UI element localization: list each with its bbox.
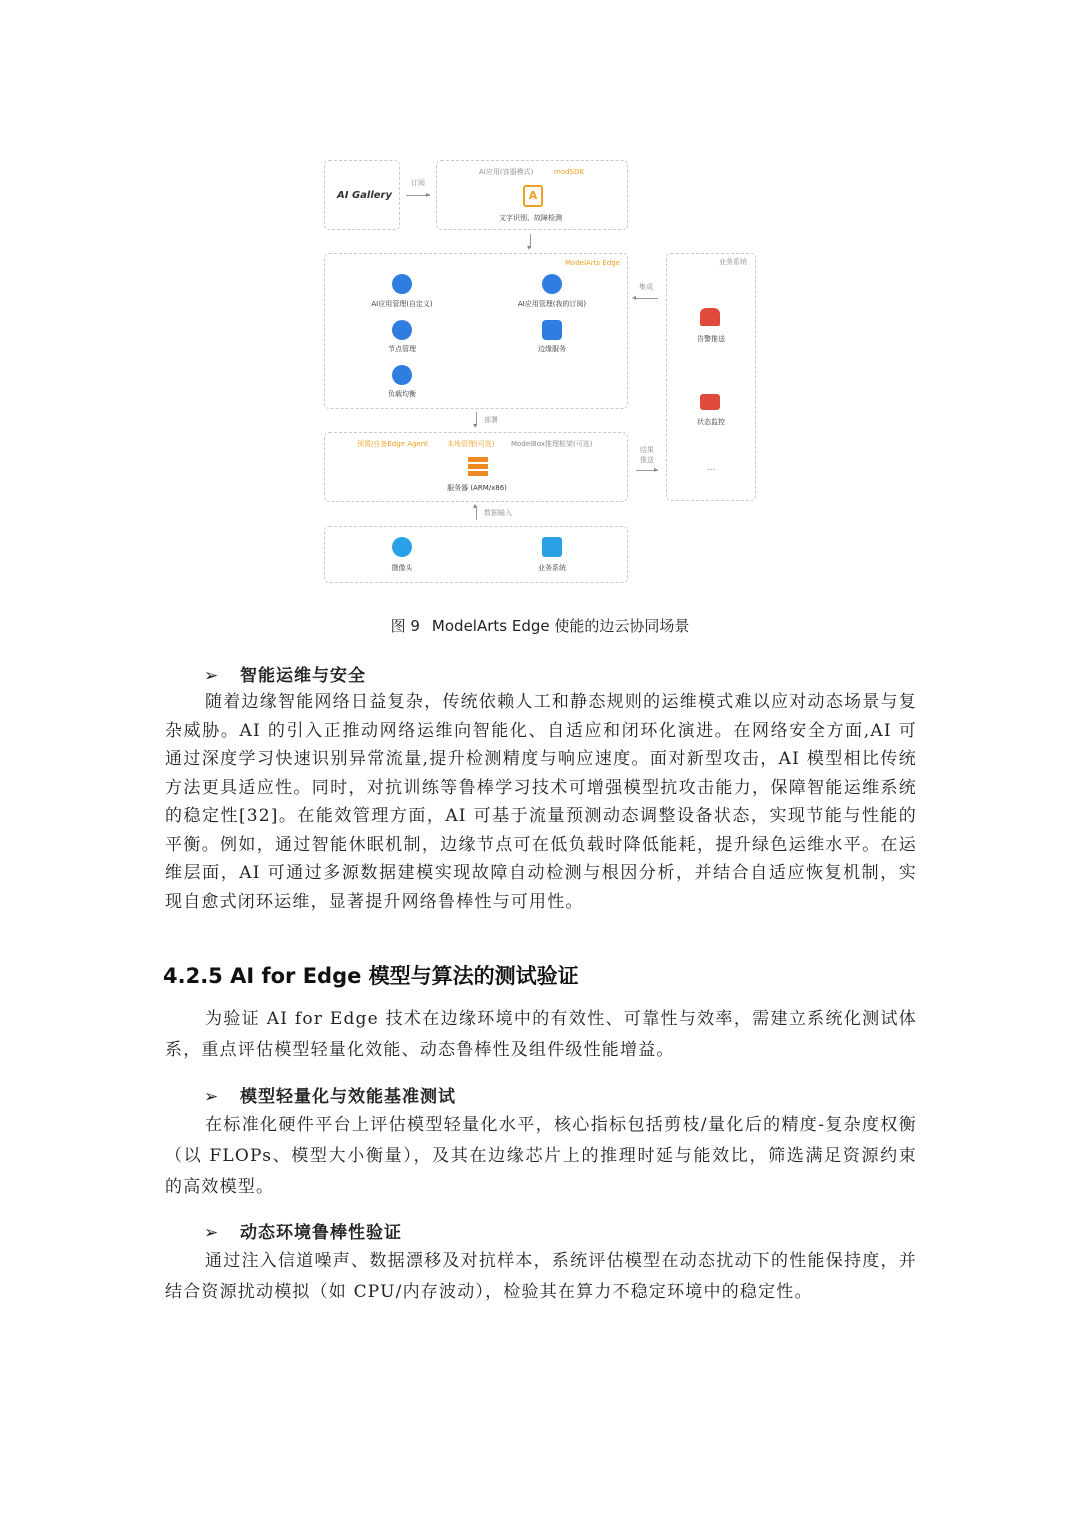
camera-label: 摄像头 [391, 564, 413, 572]
modelarts-edge-box [324, 253, 628, 409]
monitor-label: 状态监控 [697, 418, 725, 426]
more-label: ... [706, 463, 716, 473]
subscribed-app-label: AI应用管理(我的订阅) [517, 300, 587, 308]
custom-app-label: AI应用管理(自定义) [371, 300, 433, 308]
camera-icon [392, 537, 412, 557]
heading-text: 智能运维与安全 [240, 666, 366, 686]
deploy-label: 部署 [484, 416, 498, 424]
ai-app-icon: A [523, 185, 543, 207]
business-input-icon [542, 537, 562, 557]
heading-text: 动态环境鲁棒性验证 [240, 1223, 402, 1243]
figure-caption [0, 615, 1080, 636]
monitor-icon [700, 394, 720, 410]
data-input-label: 数据输入 [484, 509, 512, 517]
paragraph-robustness: 通过注入信道噪声、数据漂移及对抗样本，系统评估模型在动态扰动下的性能保持度，并结合资源扰动模拟（如 CPU/内存波动），检验其在算力不稳定环境中的稳定性。 [165, 1251, 917, 1302]
input-box [324, 526, 628, 583]
subscribed-app-icon [542, 274, 562, 294]
paragraph-lightweight: 在标准化硬件平台上评估模型轻量化水平，核心指标包括剪枝/量化后的精度-复杂度权衡（以 FLOPs、模型大小衡量），及其在边缘芯片上的推理时延与能效比，筛选满足资源约束的高效模型。 [165, 1115, 917, 1197]
server-label: 服务器 (ARM/x86) [447, 484, 507, 492]
result-push-label-1: 结果 [640, 446, 654, 454]
section-heading-ops-security [204, 661, 366, 686]
node-manage-label: 节点管理 [388, 345, 416, 353]
figure-label: 图 9 [390, 617, 420, 635]
ai-app-box [436, 160, 628, 230]
modsdk-label: modSDK [554, 168, 584, 176]
custom-app-icon [392, 274, 412, 294]
edge-service-label: 边缘服务 [538, 345, 566, 353]
paragraph-ops-security: 随着边缘智能网络日益复杂，传统依赖人工和静态规则的运维模式难以应对动态场景与复杂威胁。AI 的引入正推动网络运维向智能化、自适应和闭环化演进。在网络安全方面,AI 可通过深度学习快速识别异常流量,提升检测精度与响应速度。面对新型攻击，AI 模型相比传统方法更具适应性。同时，对抗训练等鲁棒学习技术可增强模型抗攻击能力，保障智能运维系统的稳定性[32]。在能效管理方面，AI 可基于流量预测动态调整设备状态，实现节能与性能的平衡。例如，通过智能休眠机制，边缘节点可在低负载时降低能耗，提升绿色运维水平。在运维层面，AI 可通过多源数据建模实现故障自动检测与根因分析，并结合自适应恢复机制，实现自愈式闭环运维，显著提升网络鲁棒性与可用性。 [165, 692, 917, 912]
bullet-arrow-icon: ➢ [204, 666, 220, 686]
bullet-arrow-icon: ➢ [204, 1087, 220, 1107]
business-system-box [666, 253, 756, 501]
section-heading-robustness [204, 1218, 402, 1243]
local-manage-tag: 本地管理(可选) [447, 440, 495, 448]
ai-app-title: AI应用(容器模式) [479, 168, 534, 176]
integrate-arrow [636, 298, 658, 299]
modelarts-edge-title: ModelArts Edge [565, 259, 620, 267]
figure-caption-text: ModelArts Edge 使能的边云协同场景 [431, 617, 690, 635]
section-title-4-2-5: 4.2.5 AI for Edge 模型与算法的测试验证 [163, 964, 579, 988]
edge-agent-tag: 预置/自备Edge Agent [357, 440, 428, 448]
heading-text: 模型轻量化与效能基准测试 [240, 1087, 456, 1107]
ai-gallery-label: AI Gallery [337, 190, 392, 201]
load-balance-icon [392, 365, 412, 385]
alarm-icon [700, 308, 720, 326]
server-icon [468, 457, 488, 477]
node-manage-icon [392, 320, 412, 340]
edge-service-icon [542, 320, 562, 340]
modelbox-tag: ModelBox推理框架(可选) [511, 440, 593, 448]
result-push-label-2: 推送 [640, 456, 654, 464]
business-system-title: 业务系统 [719, 258, 747, 266]
device-box [324, 432, 628, 502]
section-heading-lightweight [204, 1082, 456, 1107]
business-input-label: 业务系统 [538, 564, 566, 572]
paragraph-test-intro: 为验证 AI for Edge 技术在边缘环境中的有效性、可靠性与效率，需建立系统化测试体系，重点评估模型轻量化效能、动态鲁棒性及组件级性能增益。 [165, 1009, 917, 1060]
ai-app-caption: 文字识别、故障检测 [499, 214, 562, 222]
ai-gallery-box [324, 160, 400, 230]
architecture-diagram: AI Gallery 订阅 ▸ AI应用(容器模式) modSDK A 文字识别、故障检测 ▾ ModelArts Edge AI应用管理(自定义) AI应用管理(我的订阅) 节点管理 边缘服务 负载均衡 集成 ◂ 业务系统 告警推送 状态监控 ... ▾ 部署 预置/自备Edge Agent 本地管理(可选) ModelBox推理框架(可选) 服务器 (ARM/x86) 结果 推送 ▸ ▴ 数据输入 摄像头 业务系统 [322, 158, 758, 584]
integrate-label: 集成 [639, 283, 653, 291]
bullet-arrow-icon: ➢ [204, 1223, 220, 1243]
load-balance-label: 负载均衡 [388, 390, 416, 398]
subscribe-label: 订阅 [411, 179, 425, 187]
alarm-label: 告警推送 [697, 335, 725, 343]
